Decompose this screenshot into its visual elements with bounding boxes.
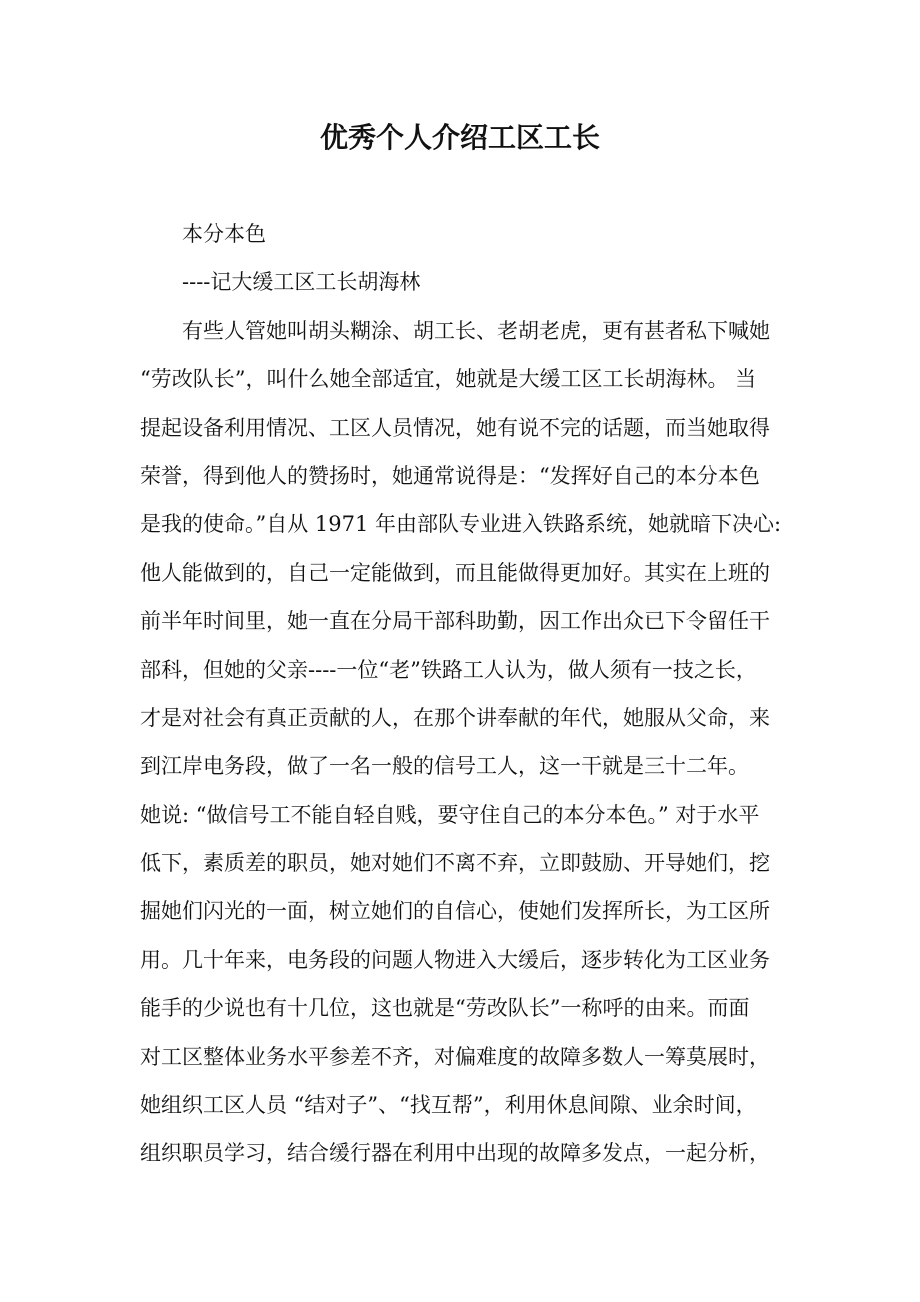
paragraph-line: 提起设备利用情况、工区人员情况，她有说不完的话题，而当她取得 xyxy=(140,415,770,440)
paragraph-line: 用。几十年来，电务段的问题人物进入大缓后，逐步转化为工区业务 xyxy=(140,947,770,972)
paragraph-line: 对工区整体业务水平参差不齐，对偏难度的故障多数人一筹莫展时， xyxy=(140,1044,770,1069)
paragraph-line: 掘她们闪光的一面，树立她们的自信心，使她们发挥所长，为工区所 xyxy=(140,899,770,924)
byline: ----记大缓工区工长胡海林 xyxy=(182,270,421,295)
paragraph-line: 她说: “做信号工不能自轻自贱，要守住自己的本分本色。” 对于水平 xyxy=(140,802,760,827)
paragraph-line: 是我的使命。”自从 1971 年由部队专业进入铁路系统，她就暗下决心: xyxy=(140,512,782,537)
paragraph-line: 她组织工区人员 “结对子”、“找互帮”，利用休息间隙、业余时间， xyxy=(140,1093,757,1118)
paragraph-line: 才是对社会有真正贡献的人，在那个讲奉献的年代，她服从父命，来 xyxy=(140,705,770,730)
paragraph-line: 荣誉，得到他人的赞扬时，她通常说得是：“发挥好自己的本分本色 xyxy=(140,463,760,488)
document-title: 优秀个人介绍工区工长 xyxy=(319,121,600,154)
paragraph-line: 组织职员学习，结合缓行器在利用中出现的故障多发点，一起分析， xyxy=(140,1141,770,1166)
document-body xyxy=(140,210,790,1178)
paragraph-line: 有些人管她叫胡头糊涂、胡工长、老胡老虎，更有甚者私下喊她 xyxy=(182,318,770,343)
subtitle-line: 本分本色 xyxy=(182,222,266,246)
paragraph-line: 前半年时间里，她一直在分局干部科助勤，因工作出众已下令留任干 xyxy=(140,609,770,634)
paragraph-line: 部科，但她的父亲----一位“老”铁路工人认为，做人须有一技之长， xyxy=(140,657,757,682)
paragraph-line: 他人能做到的，自己一定能做到，而且能做得更加好。其实在上班的 xyxy=(140,560,770,585)
paragraph-line: 低下，素质差的职员，她对她们不离不弃，立即鼓励、开导她们，挖 xyxy=(140,851,770,876)
paragraph-line: 能手的少说也有十几位，这也就是“劳改队长”一称呼的由来。而面 xyxy=(140,996,750,1021)
paragraph-line: “劳改队长”，叫什么她全部适宜，她就是大缓工区工长胡海林。 当 xyxy=(140,367,757,392)
paragraph-line: 到江岸电务段，做了一名一般的信号工人，这一干就是三十二年。 xyxy=(140,754,749,779)
